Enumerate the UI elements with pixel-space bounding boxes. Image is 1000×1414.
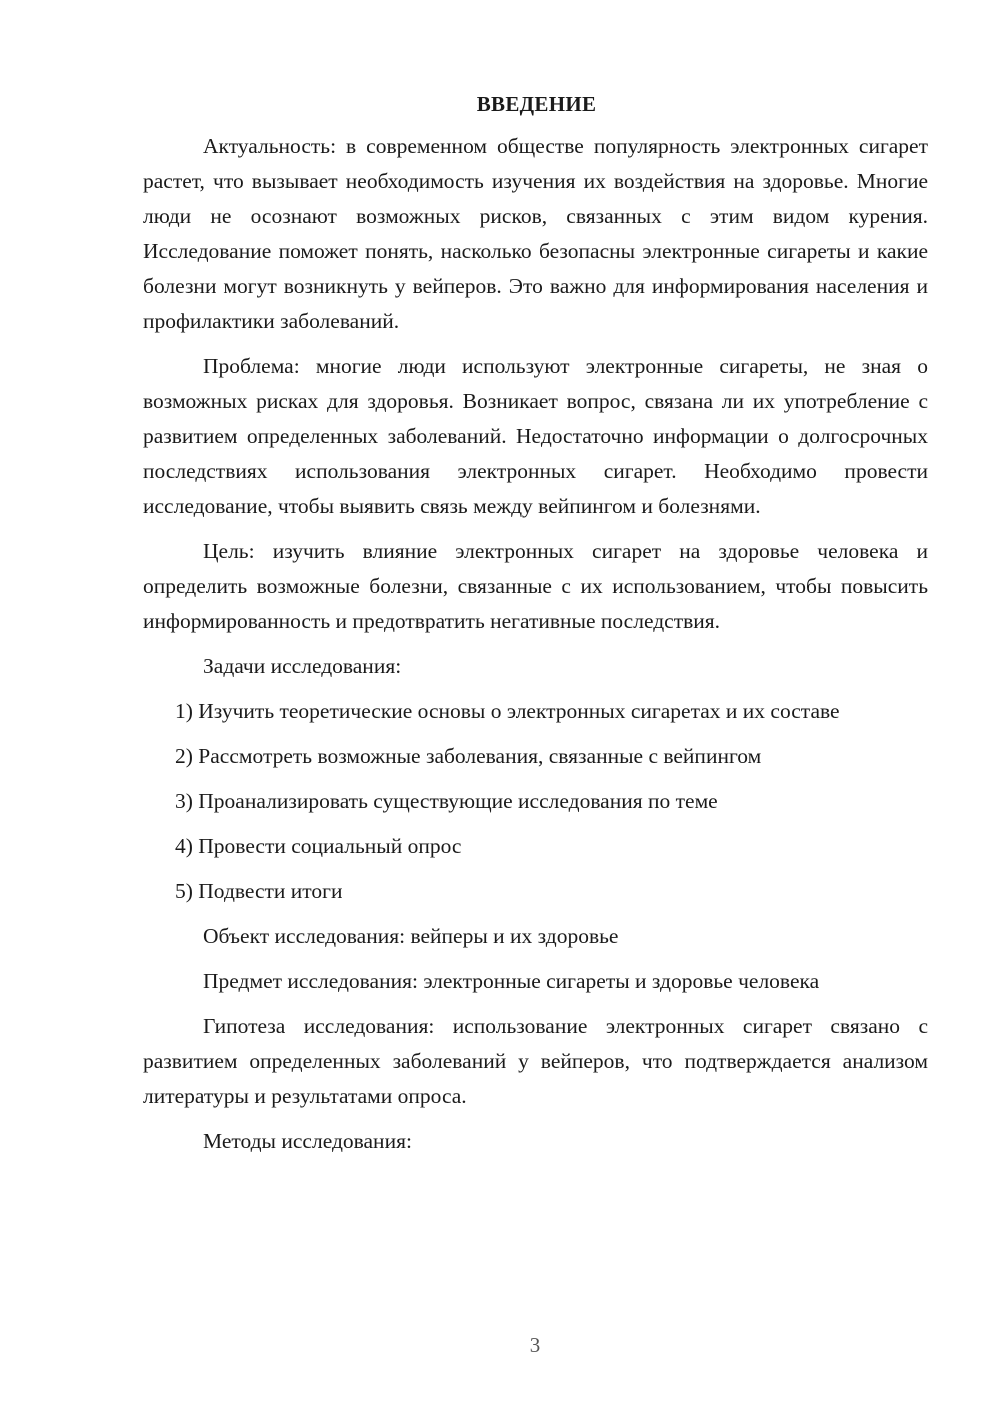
problem-paragraph: Проблема: многие люди используют электронные сигареты, не зная о возможных рисках для здоровья. Возникает вопрос, связана ли их употребление с развитием определенных заболеваний. Недостаточно информации о долгосрочных последствиях использования электронных сигарет. Необходимо провести исследование, чтобы выявить связь между вейпингом и болезнями. bbox=[143, 354, 928, 518]
relevance-paragraph: Актуальность: в современном обществе популярность электронных сигарет растет, что вызывает необходимость изучения их воздействия на здоровье. Многие люди не осознают возможных рисков, связанных с этим видом курения. Исследование поможет понять, насколько безопасны электронные сигареты и какие болезни могут возникнуть у вейперов. Это важно для информирования населения и профилактики заболеваний. bbox=[143, 134, 928, 333]
goal-paragraph: Цель: изучить влияние электронных сигарет на здоровье человека и определить возможные болезни, связанные с их использованием, чтобы повысить информированность и предотвратить негативные последствия. bbox=[143, 539, 928, 633]
tasks-list bbox=[143, 694, 928, 909]
document-page bbox=[143, 92, 928, 1169]
task-item: 1) Изучить теоретические основы о электронных сигаретах и их составе bbox=[175, 699, 840, 723]
hypothesis-paragraph: Гипотеза исследования: использование электронных сигарет связано с развитием определенных заболеваний у вейперов, что подтверждается анализом литературы и результатами опроса. bbox=[143, 1014, 928, 1108]
tasks-heading: Задачи исследования: bbox=[203, 654, 402, 678]
task-item: 4) Провести социальный опрос bbox=[175, 834, 462, 858]
section-title: ВВЕДЕНИЕ bbox=[476, 92, 597, 116]
task-item: 2) Рассмотреть возможные заболевания, связанные с вейпингом bbox=[175, 744, 762, 768]
task-item: 3) Проанализировать существующие исследования по теме bbox=[175, 789, 718, 813]
task-item: 5) Подвести итоги bbox=[175, 879, 343, 903]
methods-heading: Методы исследования: bbox=[203, 1129, 412, 1153]
page-number: 3 bbox=[529, 1333, 541, 1357]
subject-paragraph: Предмет исследования: электронные сигареты и здоровье человека bbox=[203, 969, 820, 993]
object-paragraph: Объект исследования: вейперы и их здоровье bbox=[203, 924, 619, 948]
